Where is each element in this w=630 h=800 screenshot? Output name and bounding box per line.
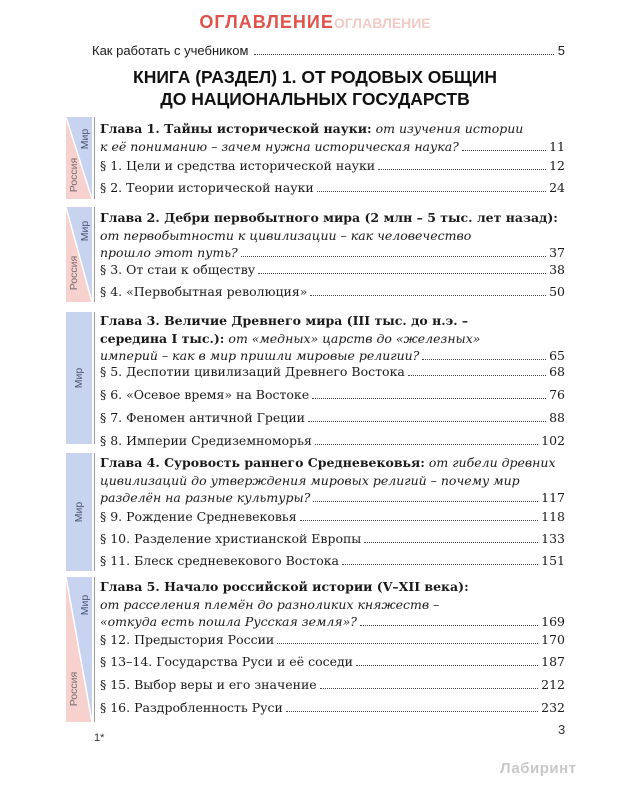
section-2-page: 24 <box>549 180 565 195</box>
chapter1-subtitle-line2: к её пониманию – зачем нужна историческая наука? <box>100 138 459 154</box>
dot-leader <box>320 688 538 689</box>
chapter5-rule <box>94 577 95 722</box>
watermark-logo: Лабиринт <box>500 760 577 777</box>
dot-leader <box>364 542 538 543</box>
chapter3-page: 65 <box>549 348 565 363</box>
chapter3-title-line2: середина I тыс.): <box>100 330 225 346</box>
section-3-title: § 3. От стаи к обществу <box>100 262 256 277</box>
toc-intro-entry[interactable] <box>92 42 565 60</box>
section-16-title: § 16. Раздробленность Руси <box>100 700 283 715</box>
section-9-title: § 9. Рождение Средневековья <box>100 509 297 524</box>
dot-leader <box>317 191 546 192</box>
intro-page: 5 <box>557 43 565 58</box>
chapter5-entry[interactable] <box>100 578 565 631</box>
section-6-entry[interactable] <box>100 385 565 405</box>
tab-label-russia: Россия <box>68 671 80 707</box>
chapter4-subtitle-line3: разделён на разные культуры? <box>100 490 311 505</box>
section-5-title: § 5. Деспотии цивилизаций Древнего Востока <box>100 364 405 379</box>
toc-title: ОГЛАВЛЕНИЕ <box>199 12 334 32</box>
dot-leader <box>342 564 538 565</box>
dot-leader <box>300 520 539 521</box>
tab-label-world: Мир <box>79 128 91 150</box>
section-13-14-page: 187 <box>541 654 565 669</box>
dot-leader <box>356 665 538 666</box>
section-15-entry[interactable] <box>100 675 565 695</box>
section-11-page: 151 <box>541 553 565 568</box>
tab-label-russia: Россия <box>68 255 80 291</box>
chapter1-tab-world-russia <box>66 117 92 199</box>
section-12-entry[interactable] <box>100 630 565 650</box>
section-6-title: § 6. «Осевое время» на Востоке <box>100 387 310 402</box>
section-2-title: § 2. Теории исторической науки <box>100 180 314 195</box>
section-7-title: § 7. Феномен античной Греции <box>100 410 306 425</box>
section-16-page: 232 <box>541 700 565 715</box>
chapter4-page: 117 <box>541 490 565 505</box>
dot-leader <box>312 398 546 399</box>
section-10-title: § 10. Разделение христианской Европы <box>100 531 362 546</box>
chapter2-page: 37 <box>549 245 565 260</box>
section-9-page: 118 <box>541 509 565 524</box>
section-12-page: 170 <box>541 632 565 647</box>
dot-leader <box>258 273 546 274</box>
page-number: 3 <box>558 722 566 737</box>
section-4-page: 50 <box>549 284 565 299</box>
chapter1-rule <box>94 117 95 199</box>
dot-leader <box>422 359 546 360</box>
chapter2-subtitle-line3: прошло этот путь? <box>100 245 238 260</box>
dot-leader <box>277 643 538 644</box>
chapter3-rule <box>94 312 95 444</box>
chapter2-entry[interactable] <box>100 209 565 262</box>
section-3-entry[interactable] <box>100 260 565 280</box>
book-heading <box>0 66 630 110</box>
book-heading-line2: ДО НАЦИОНАЛЬНЫХ ГОСУДАРСТВ <box>160 89 470 109</box>
chapter5-page: 169 <box>541 614 565 629</box>
section-4-title: § 4. «Первобытная революция» <box>100 284 308 299</box>
section-10-page: 133 <box>541 531 565 546</box>
section-8-title: § 8. Империи Средиземноморья <box>100 433 312 448</box>
chapter1-title: Глава 1. Тайны исторической науки: <box>100 121 372 136</box>
section-1-entry[interactable] <box>100 156 565 176</box>
section-8-entry[interactable] <box>100 431 565 451</box>
section-7-page: 88 <box>549 410 565 425</box>
chapter1-entry[interactable] <box>100 120 565 155</box>
section-3-page: 38 <box>549 262 565 277</box>
chapter3-tab-world <box>66 312 92 444</box>
dot-leader <box>310 295 546 296</box>
signature-mark: 1* <box>94 732 105 744</box>
section-16-entry[interactable] <box>100 698 565 718</box>
section-9-entry[interactable] <box>100 507 565 527</box>
dot-leader <box>462 150 546 151</box>
dot-leader <box>308 421 546 422</box>
tab-label-world: Мир <box>73 501 85 523</box>
section-10-entry[interactable] <box>100 529 565 549</box>
tab-label-russia: Россия <box>68 157 80 193</box>
section-1-title: § 1. Цели и средства исторической науки <box>100 158 376 173</box>
chapter2-subtitle-line2: от первобытности к цивилизации – как человечество <box>100 227 472 243</box>
dot-leader <box>315 444 538 445</box>
section-5-entry[interactable] <box>100 362 565 382</box>
chapter5-subtitle-line3: «откуда есть пошла Русская земля»? <box>100 614 357 629</box>
chapter4-title: Глава 4. Суровость раннего Средневековья: <box>100 455 425 470</box>
section-13-14-title: § 13–14. Государства Руси и её соседи <box>100 654 354 669</box>
section-8-page: 102 <box>541 433 565 448</box>
tab-label-world: Мир <box>73 367 85 389</box>
section-15-title: § 15. Выбор веры и его значение <box>100 677 317 692</box>
chapter1-subtitle-line1: от изучения истории <box>375 121 524 136</box>
dot-leader <box>254 54 553 55</box>
chapter5-tab-world-russia <box>66 577 92 722</box>
book-heading-line1: КНИГА (РАЗДЕЛ) 1. ОТ РОДОВЫХ ОБЩИН <box>133 67 497 87</box>
chapter2-tab-world-russia <box>66 207 92 302</box>
chapter5-subtitle-line2: от расселения племён до разноликих княжеств – <box>100 596 440 612</box>
chapter3-subtitle-line3: империй – как в мир пришли мировые религии? <box>100 348 420 363</box>
section-4-entry[interactable] <box>100 282 565 302</box>
section-6-page: 76 <box>549 387 565 402</box>
tab-label-world: Мир <box>79 594 91 616</box>
chapter4-entry[interactable] <box>100 454 565 507</box>
section-7-entry[interactable] <box>100 408 565 428</box>
chapter4-tab-world <box>66 453 92 571</box>
chapter4-rule <box>94 453 95 571</box>
chapter4-subtitle-line1: от гибели древних <box>428 455 556 470</box>
section-1-page: 12 <box>549 158 565 173</box>
intro-text: Как работать с учебником <box>92 43 249 58</box>
chapter5-title: Глава 5. Начало российской истории (V–XII века): <box>100 579 469 594</box>
section-11-entry[interactable] <box>100 551 565 571</box>
dot-leader <box>378 169 546 170</box>
section-15-page: 212 <box>541 677 565 692</box>
toc-title-ghost: ОГЛАВЛЕНИЕ <box>333 15 431 31</box>
chapter2-rule <box>94 207 95 302</box>
section-11-title: § 11. Блеск средневекового Востока <box>100 553 340 568</box>
dot-leader <box>241 256 546 257</box>
section-2-entry[interactable] <box>100 178 565 198</box>
chapter3-title-line1: Глава 3. Величие Древнего мира (III тыс. до н.э. – <box>100 313 469 328</box>
dot-leader <box>313 501 538 502</box>
dot-leader <box>286 711 538 712</box>
dot-leader <box>408 375 546 376</box>
chapter1-page: 11 <box>549 138 565 154</box>
toc-heading <box>0 12 630 33</box>
chapter4-subtitle-line2: цивилизаций до утверждения мировых религий – почему мир <box>100 472 520 488</box>
chapter3-subtitle-line2: от «медных» царств до «железных» <box>228 330 481 346</box>
chapter3-entry[interactable] <box>100 312 565 365</box>
section-12-title: § 12. Предыстория России <box>100 632 275 647</box>
chapter2-title: Глава 2. Дебри первобытного мира (2 млн – 5 тыс. лет назад): <box>100 210 558 225</box>
tab-label-world: Мир <box>79 220 91 242</box>
section-13-14-entry[interactable] <box>100 652 565 672</box>
section-5-page: 68 <box>549 364 565 379</box>
dot-leader <box>360 625 538 626</box>
